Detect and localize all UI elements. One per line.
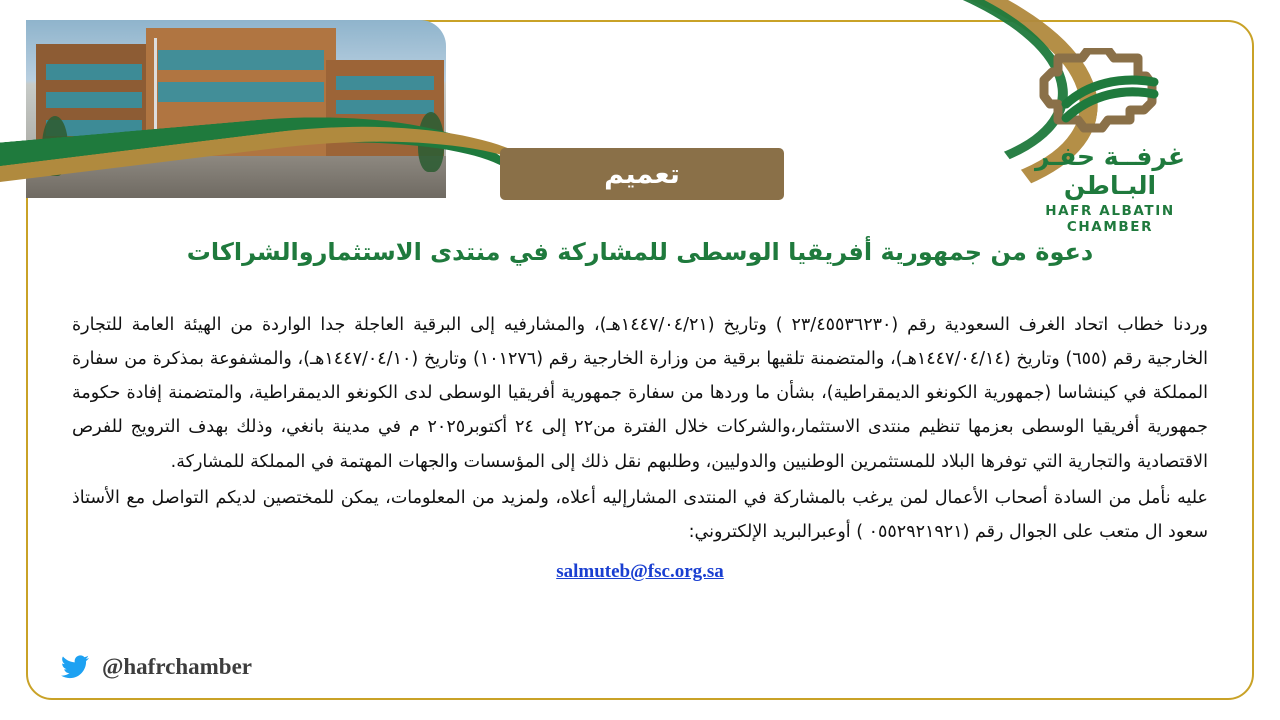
flag-pole [154,38,157,164]
twitter-icon [60,652,90,682]
tree [42,116,68,176]
document-type-chip: تعميم [500,148,784,200]
window-row [336,76,434,90]
document-body [72,308,1208,590]
paragraph-1: وردنا خطاب اتحاد الغرف السعودية رقم (٢٣/٤٥٥٣٦٢٣٠ ) وتاريخ (١٤٤٧/٠٤/٢١هـ)، والمشارفيه إلى البرقية العاجلة جدا الواردة من الهيئة العامة للتجارة الخارجية رقم (٦٥٥) وتاريخ (١٤٤٧/٠٤/١٤هـ)، والمتضمنة تلقيها برقية من وزارة الخارجية رقم (١٠١٢٧٦) وتاريخ (١٤٤٧/٠٤/١٠هـ)، والمشفوعة بمذكرة من سفارة المملكة في كينشاسا (جمهورية الكونغو الديمقراطية)، بشأن ما وردها من سفارة جمهورية أفريقيا الوسطى لدى الكونغو الديمقراطية، والمتضمنة إفادة حكومة جمهورية أفريقيا الوسطى بعزمها تنظيم منتدى الاستثمار،والشركات خلال الفترة من٢٢ إلى ٢٤ أكتوبر٢٠٢٥ م في مدينة بانغي، وذلك بهدف الترويج للفرص الاقتصادية والتجارية التي توفرها البلاد للمستثمرين الوطنيين والدوليين، وطلبهم نقل ذلك إلى المؤسسات والجهات المهتمة في المملكة للمشاركة. [72,315,1209,472]
tree [418,112,444,172]
logo-arabic-name: غرفــة حفـر البـاطن [1034,142,1186,200]
social-footer[interactable] [60,652,252,682]
window-row [46,64,142,80]
contact-email-row [72,553,1208,590]
window-row [46,92,142,108]
window-row [158,50,324,70]
ground-plaza [26,156,446,198]
window-row [336,100,434,114]
paragraph-2: عليه نأمل من السادة أصحاب الأعمال لمن يرغب بالمشاركة في المنتدى المشارإليه أعلاه، ولمزيد من المعلومات، يمكن للمختصين لديكم التواصل مع الأستاذ سعود ال متعب على الجوال رقم (٠٥٥٢٩٢١٩٢١ ) أوعبرالبريد الإلكتروني: [72,487,1208,542]
logo-english-name: HAFR ALBATIN CHAMBER [1045,203,1175,235]
contact-email-link[interactable]: salmuteb@fsc.org.sa [556,560,724,582]
photo-image [26,20,446,198]
chamber-logo [1000,48,1220,235]
logo-mark-icon [1000,48,1220,140]
chamber-building-photo [26,20,446,198]
window-row [158,82,324,102]
page-title: دعوة من جمهورية أفريقيا الوسطى للمشاركة في منتدى الاستثماروالشراكات [186,238,1094,266]
twitter-handle: @hafrchamber [102,654,253,679]
